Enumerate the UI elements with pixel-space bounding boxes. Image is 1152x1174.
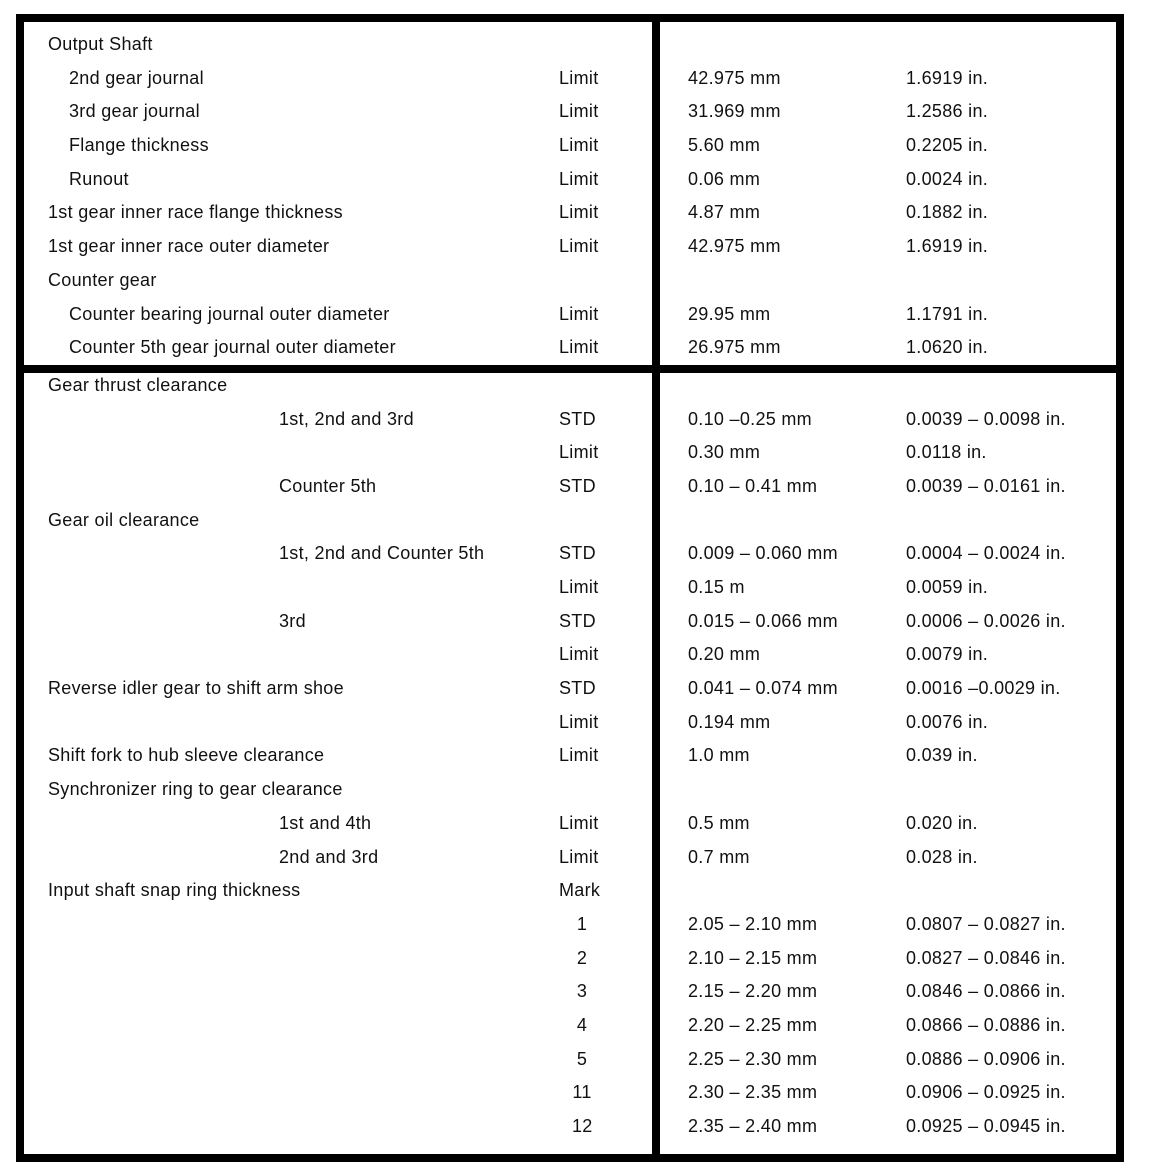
row-mm: 42.975 mm	[688, 236, 781, 257]
row-in: 0.0006 – 0.0026 in.	[906, 610, 1066, 631]
table-row	[24, 165, 1116, 199]
row-in: 0.0886 – 0.0906 in.	[906, 1048, 1066, 1069]
row-in: 0.1882 in.	[906, 202, 989, 223]
table-row	[24, 843, 1116, 877]
row-mm: 0.009 – 0.060 mm	[688, 543, 838, 564]
row-in: 0.0024 in.	[906, 168, 989, 189]
snap-ring-mark: 2	[576, 947, 588, 968]
row-type: Limit	[559, 168, 599, 189]
row-mm: 4.87 mm	[688, 202, 761, 223]
row-type: STD	[559, 678, 596, 699]
table-row	[24, 232, 1116, 266]
row-type: Limit	[559, 101, 599, 122]
snap-ring-mark: 3	[576, 981, 588, 1002]
row-mm: 2.30 – 2.35 mm	[688, 1082, 818, 1103]
row-mm: 29.95 mm	[688, 303, 771, 324]
row-in: 0.020 in.	[906, 812, 978, 833]
row-mm: 2.10 – 2.15 mm	[688, 947, 818, 968]
row-type: STD	[559, 543, 596, 564]
row-type: Limit	[559, 67, 599, 88]
row-type: Limit	[559, 812, 599, 833]
row-sub: 3rd	[279, 610, 306, 631]
snap-ring-row	[24, 910, 1116, 944]
snap-ring-row	[24, 944, 1116, 978]
row-in: 0.0846 – 0.0866 in.	[906, 981, 1066, 1002]
row-mm: 2.20 – 2.25 mm	[688, 1014, 818, 1035]
table-row	[24, 607, 1116, 641]
row-type: Limit	[559, 337, 599, 358]
row-mm: 0.15 m	[688, 577, 745, 597]
row-in: 0.0076 in.	[906, 711, 989, 732]
section-title-row	[24, 30, 1116, 64]
row-type: Limit	[559, 236, 599, 257]
row-type: Limit	[559, 577, 599, 597]
row-type: Limit	[559, 711, 599, 732]
row-name: 1st gear inner race outer diameter	[48, 236, 330, 257]
row-name: Reverse idler gear to shift arm shoe	[48, 678, 344, 699]
row-mm: 1.0 mm	[688, 745, 750, 766]
snap-ring-row	[24, 1011, 1116, 1045]
table-row	[24, 741, 1116, 775]
row-sub: 2nd and 3rd	[279, 846, 379, 867]
table-row	[24, 405, 1116, 439]
row-in: 1.6919 in.	[906, 236, 989, 257]
snap-ring-mark: 5	[576, 1048, 588, 1069]
snap-ring-row	[24, 1112, 1116, 1146]
table-row	[24, 506, 1116, 540]
row-name: 2nd gear journal	[69, 67, 204, 88]
row-sub: Counter 5th	[279, 475, 377, 496]
snap-ring-mark: 12	[572, 1116, 593, 1136]
row-in: 1.0620 in.	[906, 337, 989, 358]
row-name: Input shaft snap ring thickness	[48, 880, 301, 901]
row-mm: 5.60 mm	[688, 135, 761, 156]
row-mm: 2.05 – 2.10 mm	[688, 913, 818, 934]
row-name: Gear thrust clearance	[48, 374, 228, 395]
table-row	[24, 472, 1116, 506]
row-mm: 0.20 mm	[688, 644, 761, 665]
row-in: 0.0004 – 0.0024 in.	[906, 543, 1066, 564]
row-type: Mark	[559, 880, 601, 901]
row-in: 0.0807 – 0.0827 in.	[906, 913, 1066, 934]
snap-ring-mark: 1	[576, 913, 588, 934]
row-in: 0.028 in.	[906, 846, 978, 867]
row-name: Synchronizer ring to gear clearance	[48, 779, 343, 800]
row-name: Gear oil clearance	[48, 509, 200, 530]
row-in: 1.2586 in.	[906, 101, 989, 122]
row-type: Limit	[559, 202, 599, 223]
table-row	[24, 775, 1116, 809]
row-in: 1.1791 in.	[906, 303, 989, 324]
row-mm: 42.975 mm	[688, 67, 781, 88]
row-in: 0.0079 in.	[906, 644, 989, 665]
row-type: Limit	[559, 846, 599, 867]
row-in: 0.0866 – 0.0886 in.	[906, 1014, 1066, 1035]
table-row	[24, 708, 1116, 742]
row-in: 0.0925 – 0.0945 in.	[906, 1116, 1066, 1136]
snap-ring-row	[24, 977, 1116, 1011]
row-in: 0.0906 – 0.0925 in.	[906, 1082, 1066, 1103]
snap-ring-row	[24, 1045, 1116, 1079]
table-row	[24, 131, 1116, 165]
row-type: Limit	[559, 303, 599, 324]
row-in: 0.0016 –0.0029 in.	[906, 678, 1061, 699]
row-name: Flange thickness	[69, 135, 209, 156]
row-name: Counter gear	[48, 269, 157, 290]
row-type: Limit	[559, 135, 599, 156]
row-in: 0.0039 – 0.0098 in.	[906, 408, 1066, 429]
row-in: 0.039 in.	[906, 745, 978, 766]
table-row	[24, 674, 1116, 708]
table-row	[24, 300, 1116, 334]
row-mm: 26.975 mm	[688, 337, 781, 358]
row-type: Limit	[559, 745, 599, 766]
table-row	[24, 438, 1116, 472]
row-name: 3rd gear journal	[69, 101, 200, 122]
table-row	[24, 97, 1116, 131]
row-type: Limit	[559, 442, 599, 463]
row-name: Shift fork to hub sleeve clearance	[48, 745, 325, 766]
row-mm: 2.35 – 2.40 mm	[688, 1116, 818, 1136]
table-row	[24, 539, 1116, 573]
snap-ring-row	[24, 1078, 1116, 1112]
table-row	[24, 809, 1116, 843]
row-mm: 0.10 –0.25 mm	[688, 408, 812, 429]
row-mm: 0.015 – 0.066 mm	[688, 610, 838, 631]
row-mm: 2.15 – 2.20 mm	[688, 981, 818, 1002]
row-mm: 0.30 mm	[688, 442, 761, 463]
row-sub: 1st, 2nd and 3rd	[279, 408, 414, 429]
table-row	[24, 198, 1116, 232]
row-mm: 0.7 mm	[688, 846, 750, 867]
row-sub: 1st, 2nd and Counter 5th	[279, 543, 485, 564]
row-name: 1st gear inner race flange thickness	[48, 202, 343, 223]
row-mm: 0.041 – 0.074 mm	[688, 678, 838, 699]
row-in: 0.0039 – 0.0161 in.	[906, 475, 1066, 496]
row-type: STD	[559, 610, 596, 631]
row-mm: 0.5 mm	[688, 812, 750, 833]
spec-table	[24, 30, 1116, 1146]
row-in: 0.2205 in.	[906, 135, 989, 156]
table-row	[24, 876, 1116, 910]
row-in: 1.6919 in.	[906, 67, 989, 88]
row-type: Limit	[559, 644, 599, 665]
row-type: STD	[559, 408, 596, 429]
table-row	[24, 640, 1116, 674]
snap-ring-mark: 11	[572, 1082, 592, 1103]
table-row	[24, 333, 1116, 367]
row-type: STD	[559, 475, 596, 496]
row-name: Counter 5th gear journal outer diameter	[69, 337, 396, 358]
row-sub: 1st and 4th	[279, 812, 372, 833]
table-row	[24, 266, 1116, 300]
row-in: 0.0059 in.	[906, 577, 989, 597]
row-mm: 2.25 – 2.30 mm	[688, 1048, 818, 1069]
table-row	[24, 573, 1116, 607]
table-row	[24, 64, 1116, 98]
row-mm: 31.969 mm	[688, 101, 781, 122]
row-mm: 0.10 – 0.41 mm	[688, 475, 818, 496]
row-name: Runout	[69, 168, 129, 189]
row-in: 0.0118 in.	[906, 442, 987, 463]
snap-ring-mark: 4	[576, 1014, 588, 1035]
table-row	[24, 371, 1116, 405]
row-name: Counter bearing journal outer diameter	[69, 303, 390, 324]
section-title: Output Shaft	[48, 34, 153, 54]
row-mm: 0.06 mm	[688, 168, 761, 189]
row-in: 0.0827 – 0.0846 in.	[906, 947, 1066, 968]
row-mm: 0.194 mm	[688, 711, 771, 732]
